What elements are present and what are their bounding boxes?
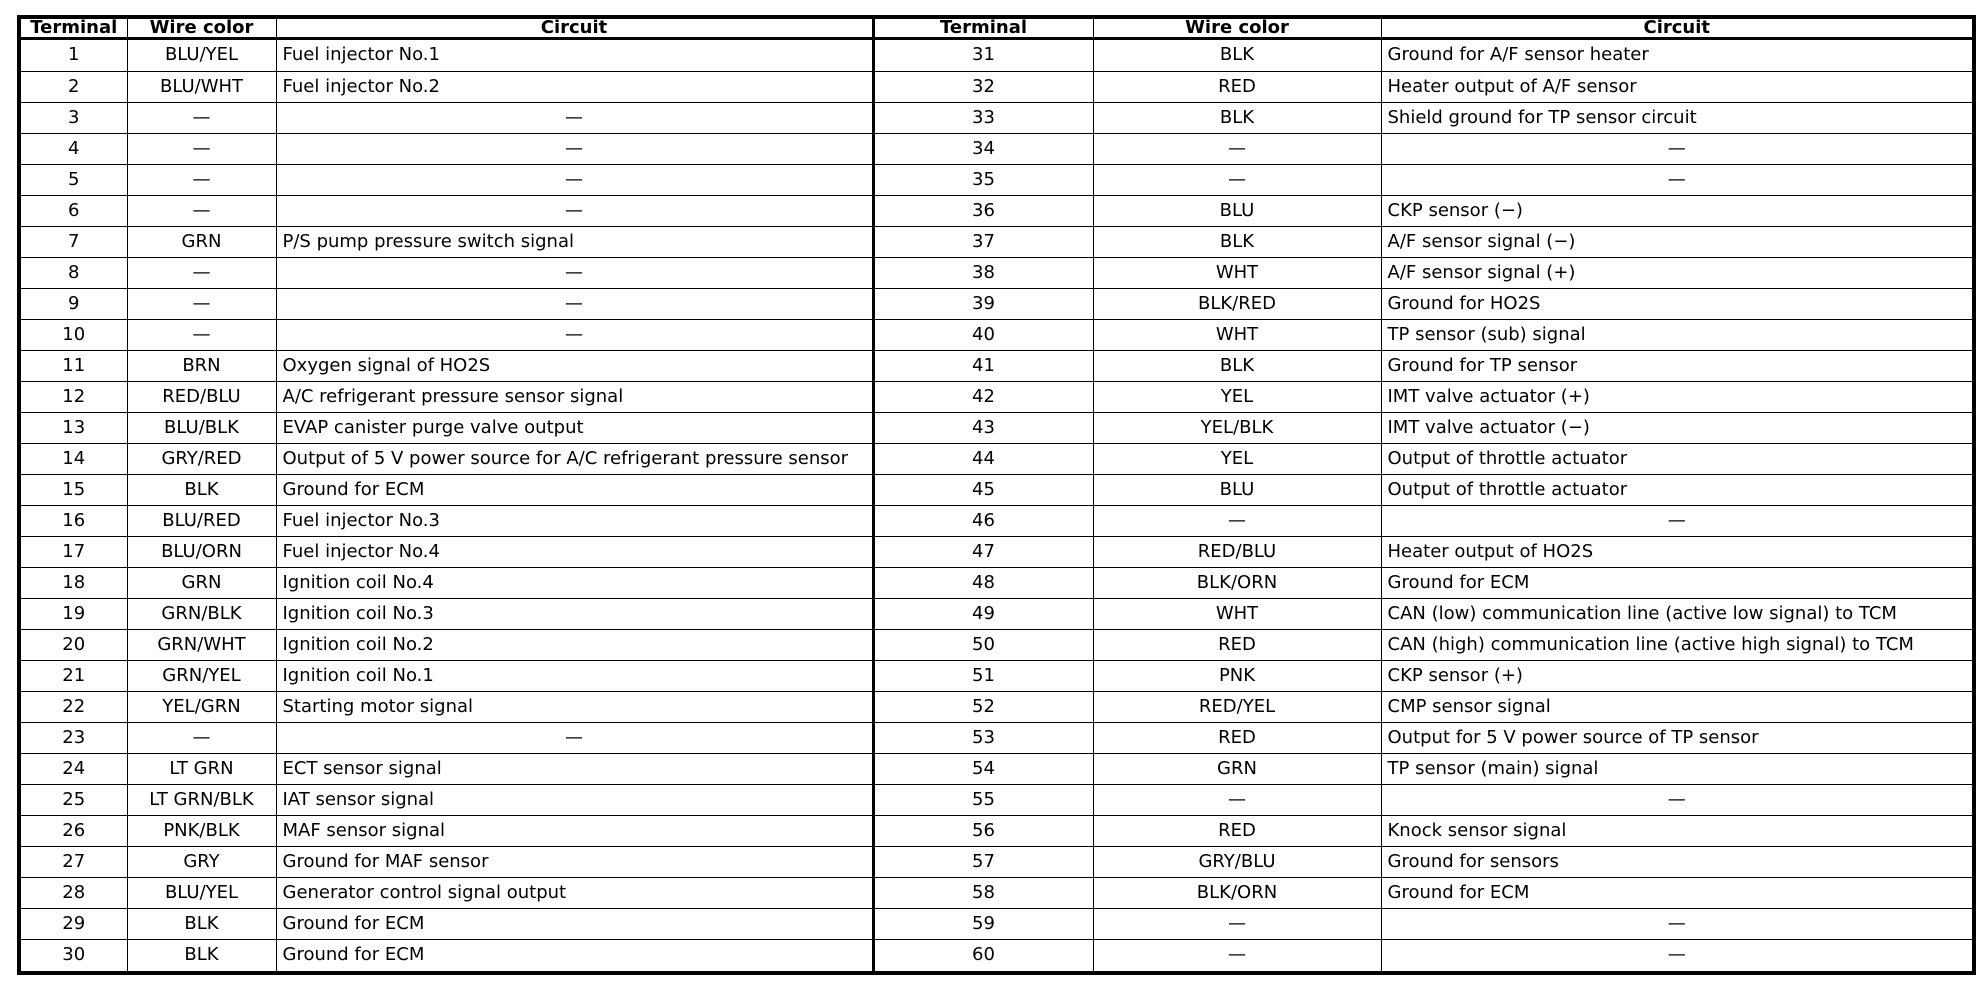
terminal-cell: 11 <box>19 350 127 381</box>
circuit-cell: Shield ground for TP sensor circuit <box>1381 102 1974 133</box>
terminal-cell: 24 <box>19 753 127 784</box>
circuit-cell: Fuel injector No.1 <box>276 39 873 72</box>
table-row <box>19 195 1974 226</box>
table-row <box>19 226 1974 257</box>
table-row <box>19 443 1974 474</box>
terminal-cell: 1 <box>19 39 127 72</box>
table-row <box>19 71 1974 102</box>
circuit-cell: Ground for ECM <box>276 908 873 939</box>
wire-color-cell: LT GRN <box>127 753 276 784</box>
terminal-cell: 38 <box>873 257 1093 288</box>
wire-color-cell: BLK <box>127 939 276 973</box>
circuit-cell: — <box>276 164 873 195</box>
wire-color-cell: — <box>127 164 276 195</box>
wire-color-cell: RED/BLU <box>1093 536 1381 567</box>
wire-color-cell: BLU <box>1093 474 1381 505</box>
wire-color-cell: BLK/ORN <box>1093 877 1381 908</box>
table-row <box>19 722 1974 753</box>
circuit-cell: Knock sensor signal <box>1381 815 1974 846</box>
terminal-cell: 36 <box>873 195 1093 226</box>
terminal-cell: 42 <box>873 381 1093 412</box>
wire-color-cell: BLK <box>127 474 276 505</box>
circuit-cell: CMP sensor signal <box>1381 691 1974 722</box>
circuit-cell: Ground for ECM <box>276 939 873 973</box>
terminal-cell: 46 <box>873 505 1093 536</box>
header-terminal-left: Terminal <box>19 17 127 39</box>
circuit-cell: Fuel injector No.4 <box>276 536 873 567</box>
terminal-cell: 52 <box>873 691 1093 722</box>
wire-color-cell: GRY/BLU <box>1093 846 1381 877</box>
circuit-cell: Heater output of A/F sensor <box>1381 71 1974 102</box>
circuit-cell: — <box>276 319 873 350</box>
terminal-cell: 40 <box>873 319 1093 350</box>
wire-color-cell: GRN/WHT <box>127 629 276 660</box>
terminal-cell: 13 <box>19 412 127 443</box>
table-row <box>19 412 1974 443</box>
terminal-cell: 41 <box>873 350 1093 381</box>
table-row <box>19 877 1974 908</box>
circuit-cell: IMT valve actuator (+) <box>1381 381 1974 412</box>
wire-color-cell: — <box>1093 164 1381 195</box>
wire-color-cell: GRN/YEL <box>127 660 276 691</box>
circuit-cell: ECT sensor signal <box>276 753 873 784</box>
wire-color-cell: BLU <box>1093 195 1381 226</box>
circuit-cell: — <box>1381 505 1974 536</box>
wire-color-cell: RED/YEL <box>1093 691 1381 722</box>
terminal-cell: 8 <box>19 257 127 288</box>
terminal-cell: 5 <box>19 164 127 195</box>
terminal-cell: 48 <box>873 567 1093 598</box>
table-row <box>19 164 1974 195</box>
wire-color-cell: — <box>127 133 276 164</box>
table-row <box>19 815 1974 846</box>
circuit-cell: EVAP canister purge valve output <box>276 412 873 443</box>
wire-color-cell: GRN/BLK <box>127 598 276 629</box>
ecm-terminal-table <box>17 15 1976 975</box>
wire-color-cell: BLK <box>1093 102 1381 133</box>
table-row <box>19 567 1974 598</box>
wire-color-cell: BLK <box>1093 39 1381 72</box>
circuit-cell: Heater output of HO2S <box>1381 536 1974 567</box>
table-row <box>19 784 1974 815</box>
wire-color-cell: WHT <box>1093 319 1381 350</box>
wire-color-cell: YEL/BLK <box>1093 412 1381 443</box>
terminal-cell: 32 <box>873 71 1093 102</box>
header-row <box>19 17 1974 39</box>
wire-color-cell: BLK/RED <box>1093 288 1381 319</box>
wire-color-cell: YEL <box>1093 443 1381 474</box>
terminal-cell: 6 <box>19 195 127 226</box>
circuit-cell: Oxygen signal of HO2S <box>276 350 873 381</box>
circuit-cell: — <box>1381 908 1974 939</box>
terminal-cell: 55 <box>873 784 1093 815</box>
wire-color-cell: — <box>127 722 276 753</box>
wire-color-cell: RED <box>1093 629 1381 660</box>
wire-color-cell: — <box>1093 133 1381 164</box>
circuit-cell: CKP sensor (−) <box>1381 195 1974 226</box>
circuit-cell: MAF sensor signal <box>276 815 873 846</box>
circuit-cell: P/S pump pressure switch signal <box>276 226 873 257</box>
wire-color-cell: GRN <box>127 567 276 598</box>
circuit-cell: Output for 5 V power source of TP sensor <box>1381 722 1974 753</box>
circuit-cell: CAN (low) communication line (active low signal) to TCM <box>1381 598 1974 629</box>
table-row <box>19 133 1974 164</box>
circuit-cell: Ground for ECM <box>1381 877 1974 908</box>
wire-color-cell: BLU/ORN <box>127 536 276 567</box>
wire-color-cell: BLK <box>127 908 276 939</box>
terminal-cell: 28 <box>19 877 127 908</box>
wire-color-cell: WHT <box>1093 598 1381 629</box>
circuit-cell: — <box>276 195 873 226</box>
terminal-cell: 45 <box>873 474 1093 505</box>
circuit-cell: Ground for A/F sensor heater <box>1381 39 1974 72</box>
terminal-cell: 23 <box>19 722 127 753</box>
terminal-cell: 37 <box>873 226 1093 257</box>
circuit-cell: Ground for MAF sensor <box>276 846 873 877</box>
wire-color-cell: PNK <box>1093 660 1381 691</box>
circuit-cell: Ignition coil No.2 <box>276 629 873 660</box>
terminal-cell: 58 <box>873 877 1093 908</box>
wire-color-cell: BLU/YEL <box>127 877 276 908</box>
table-row <box>19 505 1974 536</box>
wire-color-cell: — <box>127 102 276 133</box>
circuit-cell: Fuel injector No.2 <box>276 71 873 102</box>
table-row <box>19 598 1974 629</box>
terminal-cell: 59 <box>873 908 1093 939</box>
terminal-cell: 43 <box>873 412 1093 443</box>
wire-color-cell: — <box>1093 784 1381 815</box>
wire-color-cell: RED/BLU <box>127 381 276 412</box>
wire-color-cell: WHT <box>1093 257 1381 288</box>
table-row <box>19 629 1974 660</box>
circuit-cell: A/F sensor signal (−) <box>1381 226 1974 257</box>
circuit-cell: Generator control signal output <box>276 877 873 908</box>
terminal-cell: 26 <box>19 815 127 846</box>
table-row <box>19 474 1974 505</box>
terminal-cell: 60 <box>873 939 1093 973</box>
terminal-cell: 15 <box>19 474 127 505</box>
table-row <box>19 288 1974 319</box>
terminal-cell: 14 <box>19 443 127 474</box>
terminal-cell: 50 <box>873 629 1093 660</box>
terminal-cell: 7 <box>19 226 127 257</box>
terminal-cell: 29 <box>19 908 127 939</box>
terminal-cell: 17 <box>19 536 127 567</box>
wire-color-cell: — <box>1093 505 1381 536</box>
terminal-cell: 21 <box>19 660 127 691</box>
circuit-cell: Output of throttle actuator <box>1381 443 1974 474</box>
circuit-cell: IMT valve actuator (−) <box>1381 412 1974 443</box>
table-row <box>19 908 1974 939</box>
terminal-cell: 2 <box>19 71 127 102</box>
wire-color-cell: — <box>1093 908 1381 939</box>
terminal-cell: 9 <box>19 288 127 319</box>
circuit-cell: — <box>276 133 873 164</box>
circuit-cell: Ground for TP sensor <box>1381 350 1974 381</box>
table-row <box>19 319 1974 350</box>
wire-color-cell: BLK <box>1093 226 1381 257</box>
wire-color-cell: BLU/YEL <box>127 39 276 72</box>
table-header <box>19 17 1974 39</box>
circuit-cell: — <box>1381 164 1974 195</box>
table-row <box>19 753 1974 784</box>
wire-color-cell: — <box>127 319 276 350</box>
wire-color-cell: RED <box>1093 815 1381 846</box>
wire-color-cell: PNK/BLK <box>127 815 276 846</box>
terminal-cell: 3 <box>19 102 127 133</box>
wire-color-cell: BLU/WHT <box>127 71 276 102</box>
wire-color-cell: — <box>1093 939 1381 973</box>
circuit-cell: CAN (high) communication line (active high signal) to TCM <box>1381 629 1974 660</box>
terminal-cell: 31 <box>873 39 1093 72</box>
circuit-cell: Ground for sensors <box>1381 846 1974 877</box>
circuit-cell: Ground for ECM <box>276 474 873 505</box>
wire-color-cell: YEL <box>1093 381 1381 412</box>
wire-color-cell: — <box>127 288 276 319</box>
circuit-cell: — <box>276 257 873 288</box>
circuit-cell: — <box>1381 784 1974 815</box>
terminal-cell: 54 <box>873 753 1093 784</box>
wire-color-cell: BLU/BLK <box>127 412 276 443</box>
table-body <box>19 39 1974 974</box>
table-row <box>19 660 1974 691</box>
circuit-cell: A/F sensor signal (+) <box>1381 257 1974 288</box>
terminal-cell: 10 <box>19 319 127 350</box>
header-circuit-left: Circuit <box>276 17 873 39</box>
circuit-cell: Ignition coil No.4 <box>276 567 873 598</box>
wire-color-cell: BRN <box>127 350 276 381</box>
circuit-cell: Output of throttle actuator <box>1381 474 1974 505</box>
terminal-cell: 53 <box>873 722 1093 753</box>
table-row <box>19 39 1974 72</box>
circuit-cell: CKP sensor (+) <box>1381 660 1974 691</box>
table-row <box>19 350 1974 381</box>
circuit-cell: — <box>1381 939 1974 973</box>
header-circuit-right: Circuit <box>1381 17 1974 39</box>
terminal-cell: 19 <box>19 598 127 629</box>
table-row <box>19 257 1974 288</box>
table-row <box>19 691 1974 722</box>
table-row <box>19 536 1974 567</box>
wire-color-cell: GRY <box>127 846 276 877</box>
terminal-cell: 49 <box>873 598 1093 629</box>
circuit-cell: TP sensor (sub) signal <box>1381 319 1974 350</box>
terminal-cell: 25 <box>19 784 127 815</box>
circuit-cell: IAT sensor signal <box>276 784 873 815</box>
terminal-cell: 57 <box>873 846 1093 877</box>
circuit-cell: Output of 5 V power source for A/C refrigerant pressure sensor <box>276 443 873 474</box>
wire-color-cell: BLU/RED <box>127 505 276 536</box>
wire-color-cell: RED <box>1093 71 1381 102</box>
circuit-cell: Ignition coil No.1 <box>276 660 873 691</box>
terminal-cell: 4 <box>19 133 127 164</box>
table-row <box>19 102 1974 133</box>
terminal-cell: 16 <box>19 505 127 536</box>
terminal-cell: 33 <box>873 102 1093 133</box>
circuit-cell: Ground for ECM <box>1381 567 1974 598</box>
terminal-cell: 44 <box>873 443 1093 474</box>
circuit-cell: — <box>276 722 873 753</box>
table-row <box>19 846 1974 877</box>
circuit-cell: Fuel injector No.3 <box>276 505 873 536</box>
wire-color-cell: GRN <box>127 226 276 257</box>
table-row <box>19 939 1974 973</box>
circuit-cell: Ignition coil No.3 <box>276 598 873 629</box>
terminal-cell: 56 <box>873 815 1093 846</box>
header-wire-color-right: Wire color <box>1093 17 1381 39</box>
wire-color-cell: BLK <box>1093 350 1381 381</box>
wire-color-cell: — <box>127 195 276 226</box>
circuit-cell: A/C refrigerant pressure sensor signal <box>276 381 873 412</box>
terminal-cell: 20 <box>19 629 127 660</box>
wire-color-cell: — <box>127 257 276 288</box>
circuit-cell: — <box>1381 133 1974 164</box>
terminal-cell: 27 <box>19 846 127 877</box>
wire-color-cell: LT GRN/BLK <box>127 784 276 815</box>
header-wire-color-left: Wire color <box>127 17 276 39</box>
terminal-cell: 51 <box>873 660 1093 691</box>
circuit-cell: Ground for HO2S <box>1381 288 1974 319</box>
terminal-cell: 12 <box>19 381 127 412</box>
circuit-cell: — <box>276 288 873 319</box>
terminal-cell: 30 <box>19 939 127 973</box>
circuit-cell: TP sensor (main) signal <box>1381 753 1974 784</box>
terminal-cell: 22 <box>19 691 127 722</box>
terminal-cell: 34 <box>873 133 1093 164</box>
wire-color-cell: GRY/RED <box>127 443 276 474</box>
terminal-cell: 39 <box>873 288 1093 319</box>
terminal-cell: 47 <box>873 536 1093 567</box>
terminal-cell: 35 <box>873 164 1093 195</box>
wire-color-cell: GRN <box>1093 753 1381 784</box>
table-row <box>19 381 1974 412</box>
wire-color-cell: YEL/GRN <box>127 691 276 722</box>
wire-color-cell: RED <box>1093 722 1381 753</box>
terminal-cell: 18 <box>19 567 127 598</box>
circuit-cell: Starting motor signal <box>276 691 873 722</box>
header-terminal-right: Terminal <box>873 17 1093 39</box>
wire-color-cell: BLK/ORN <box>1093 567 1381 598</box>
circuit-cell: — <box>276 102 873 133</box>
